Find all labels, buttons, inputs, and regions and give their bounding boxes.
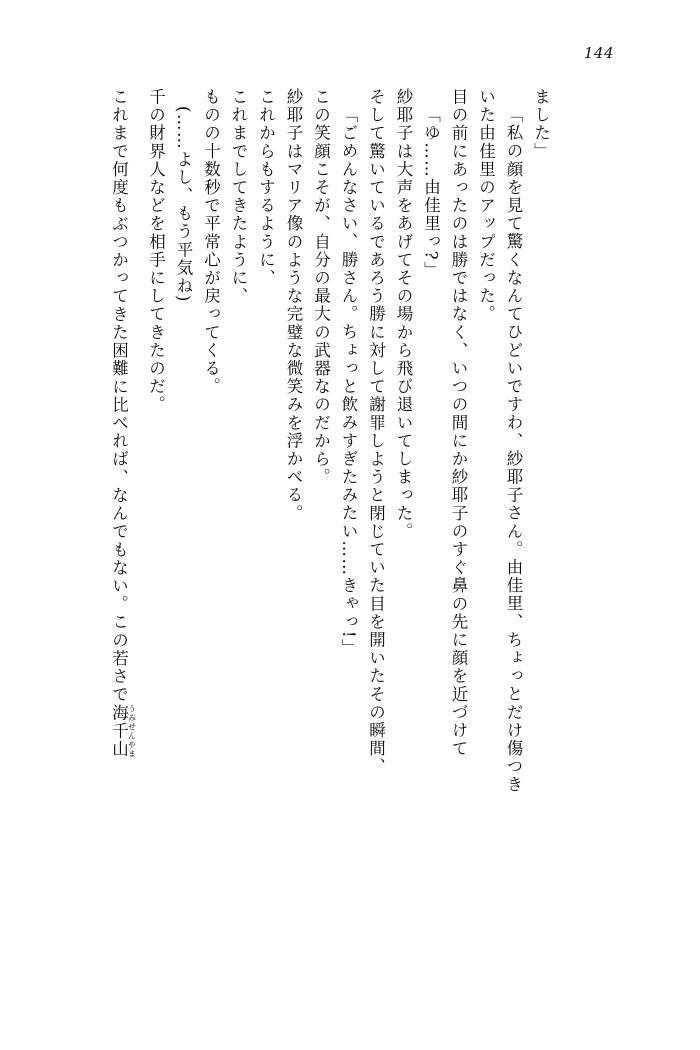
text-column: 紗耶子は大声をあげてその場から飛び退いてしまった。 bbox=[394, 88, 413, 541]
text-column: 「私の顔を見て驚くなんてひどいですわ、紗耶子さん。由佳里、ちょっとだけ傷つき bbox=[504, 106, 523, 794]
text-column: これまでしてきたように、 bbox=[229, 88, 248, 306]
text-column: ました」 bbox=[531, 88, 551, 161]
ruby-annotation: 海 うみ bbox=[109, 703, 137, 722]
page-number: 144 bbox=[583, 44, 614, 62]
ruby-annotation: 山 やま bbox=[109, 739, 137, 759]
ruby-annotation: 千 せん bbox=[109, 721, 137, 740]
text-column: この笑顔こそが、自分の最大の武器なのだから。 bbox=[311, 88, 331, 487]
text-column: ものの十数秒で平常心が戻ってくる。 bbox=[201, 88, 221, 396]
text-column: これまで何度もぶつかってきた困難に比べれば、なんでもない。この若さで海 うみ千 せん山 やま bbox=[109, 88, 137, 759]
text-column: いた由佳里のアップだった。 bbox=[476, 88, 496, 324]
text-column: 目の前にあったのは勝ではなく、いつの間にか紗耶子のすぐ鼻の先に顔を近づけて bbox=[449, 88, 468, 758]
vertical-text-block bbox=[110, 88, 640, 968]
text-column: 紗耶子はマリア像のような完璧な微笑みを浮かべる。 bbox=[284, 88, 303, 523]
text-column: 千の財界人などを相手にしてきたのだ。 bbox=[146, 88, 166, 414]
text-column: そして驚いているであろう勝に対して謝罪しようと閉じていた目を開いたその瞬間、 bbox=[366, 88, 386, 776]
text-column: (……よし、もう平気ね) bbox=[174, 106, 193, 304]
text-column: 「ごめんなさい、勝さん。ちょっと飲みすぎたみたい……きゃっ!」 bbox=[339, 106, 358, 658]
text-column: これからもするように、 bbox=[256, 88, 276, 288]
text-column: 「ゆ……由佳里っ?」 bbox=[421, 106, 441, 280]
